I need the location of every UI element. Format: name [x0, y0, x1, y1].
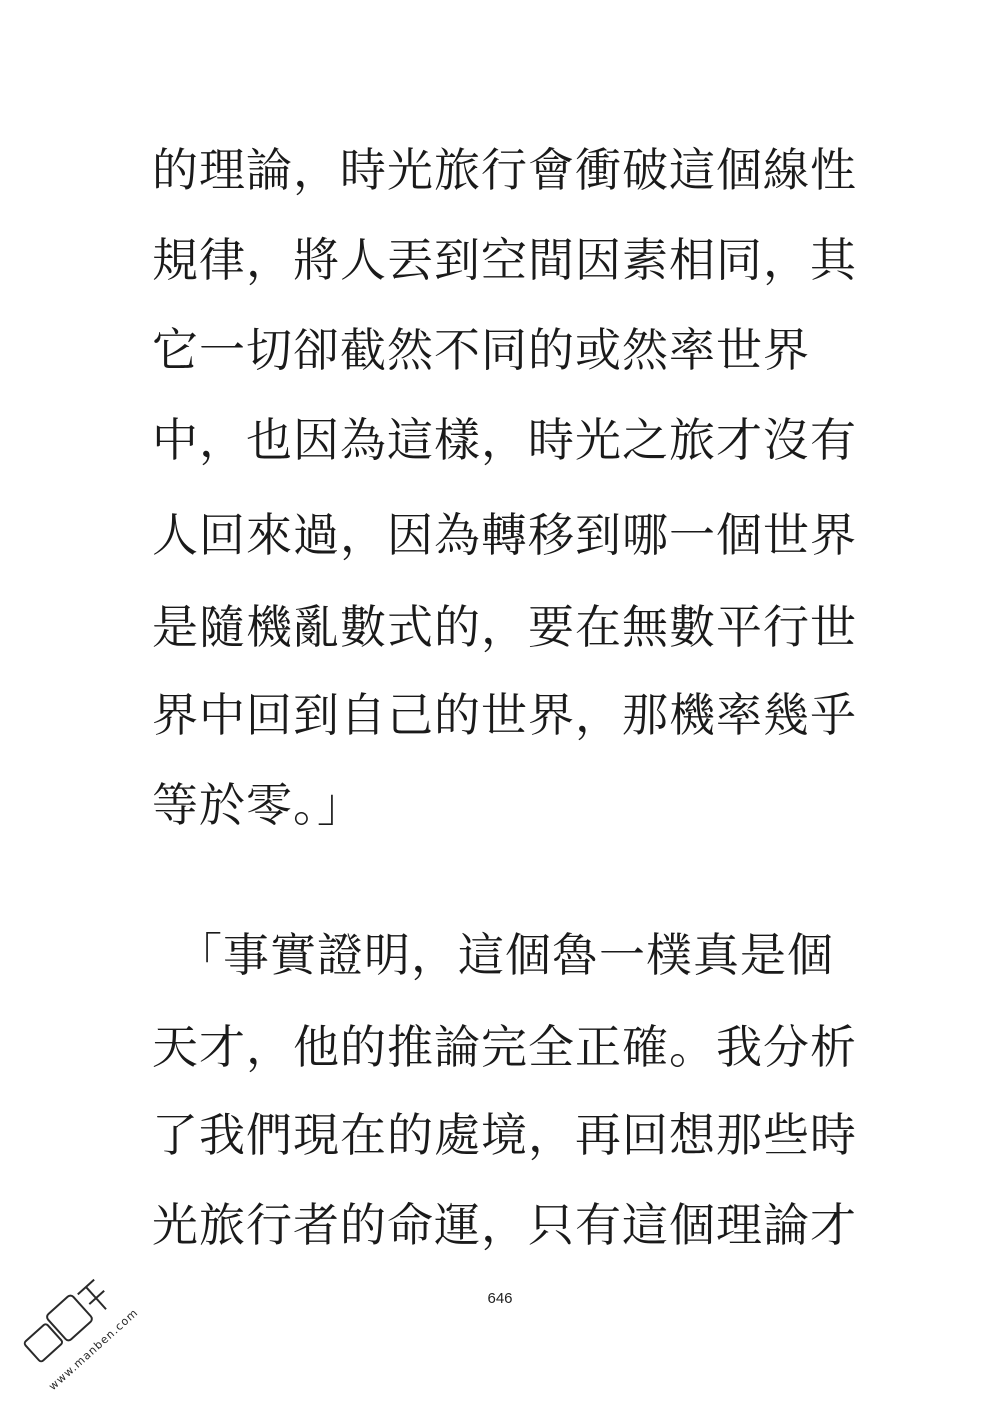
text-line: 天才，他的推論完全正確。我分析 — [152, 1020, 857, 1074]
text-line: 的理論，時光旅行會衝破這個線性 — [152, 143, 857, 197]
svg-text:www.manben.com: www.manben.com — [46, 1305, 141, 1393]
text-line: 中，也因為這樣，時光之旅才沒有 — [152, 413, 857, 467]
text-line: 人回來過，因為轉移到哪一個世界 — [152, 508, 857, 562]
text-line: 界中回到自己的世界，那機率幾乎 — [152, 688, 857, 742]
text-line: 等於零。」 — [152, 778, 364, 832]
text-line: 規律，將人丟到空間因素相同，其 — [152, 233, 857, 287]
page-number: 646 — [487, 1290, 513, 1307]
text-line: 是隨機亂數式的，要在無數平行世 — [152, 600, 857, 654]
watermark-logo — [8, 1255, 158, 1405]
text-line: 「事實證明，這個魯一樸真是個 — [176, 928, 834, 982]
text-line: 了我們現在的處境，再回想那些時 — [152, 1108, 857, 1162]
text-line: 它一切卻截然不同的或然率世界 — [152, 323, 810, 377]
text-line: 光旅行者的命運，只有這個理論才 — [152, 1198, 857, 1252]
